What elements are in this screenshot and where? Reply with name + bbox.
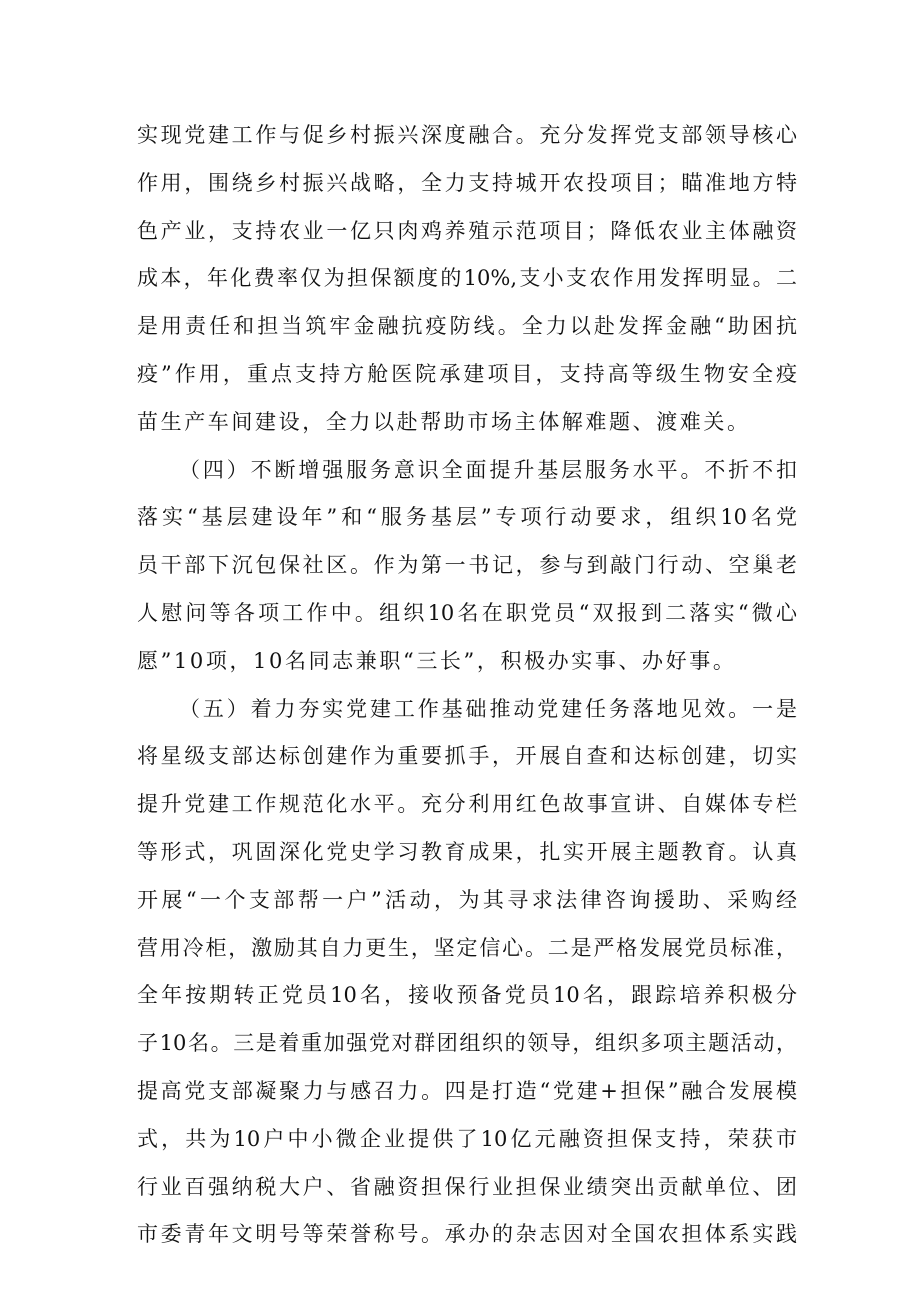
- paragraph-line: 疫”作用，重点支持方舱医院承建项目，支持高等级生物安全疫: [137, 361, 797, 386]
- paragraph-line: 提升党建工作规范化水平。充分利用红色故事宣讲、自媒体专栏: [137, 792, 797, 817]
- paragraph-line: 等形式，巩固深化党史学习教育成果，扎实开展主题教育。认真: [137, 839, 797, 864]
- paragraph-line: 愿”10项，10名同志兼职“三长”，积极办实事、办好事。: [137, 648, 737, 673]
- paragraph-line: 式，共为10户中小微企业提供了10亿元融资担保支持，荣获市: [137, 1126, 797, 1151]
- paragraph-line: 成本，年化费率仅为担保额度的10%,支小支农作用发挥明显。二: [137, 266, 797, 291]
- paragraph-line: 员干部下沉包保社区。作为第一书记，参与到敲门行动、空巢老: [137, 553, 797, 578]
- section-heading-line: （五）着力夯实党建工作基础推动党建任务落地见效。一是: [179, 696, 797, 721]
- paragraph-line: 营用冷柜，激励其自力更生，坚定信心。二是严格发展党员标准，: [137, 935, 797, 960]
- paragraph-line: 色产业，支持农业一亿只肉鸡养殖示范项目；降低农业主体融资: [137, 218, 797, 243]
- paragraph-line: 开展“一个支部帮一户”活动，为其寻求法律咨询援助、采购经: [137, 887, 797, 912]
- section-heading-line: （四）不断增强服务意识全面提升基层服务水平。不折不扣: [179, 457, 797, 482]
- paragraph-line: 是用责任和担当筑牢金融抗疫防线。全力以赴发挥金融“助困抗: [137, 314, 797, 339]
- paragraph-line: 作用，围绕乡村振兴战略，全力支持城开农投项目；瞄准地方特: [137, 170, 797, 195]
- paragraph-line: 苗生产车间建设，全力以赴帮助市场主体解难题、渡难关。: [137, 409, 751, 434]
- paragraph-line: 人慰问等各项工作中。组织10名在职党员“双报到二落实“微心: [137, 600, 797, 625]
- paragraph-line: 实现党建工作与促乡村振兴深度融合。充分发挥党支部领导核心: [137, 123, 797, 147]
- paragraph-line: 提高党支部凝聚力与感召力。四是打造“党建+担保”融合发展模: [137, 1078, 797, 1103]
- paragraph-line: 全年按期转正党员10名，接收预备党员10名，跟踪培养积极分: [137, 983, 797, 1008]
- paragraph-line: 将星级支部达标创建作为重要抓手，开展自查和达标创建，切实: [137, 744, 797, 769]
- paragraph-line: 行业百强纳税大户、省融资担保行业担保业绩突出贡献单位、团: [137, 1174, 797, 1199]
- document-body: [137, 112, 797, 1259]
- paragraph-line: 市委青年文明号等荣誉称号。承办的杂志因对全国农担体系实践: [137, 1222, 797, 1247]
- paragraph-line: 子10名。三是着重加强党对群团组织的领导，组织多项主题活动，: [137, 1031, 797, 1056]
- paragraph-line: 落实“基层建设年”和“服务基层”专项行动要求，组织10名党: [137, 505, 797, 530]
